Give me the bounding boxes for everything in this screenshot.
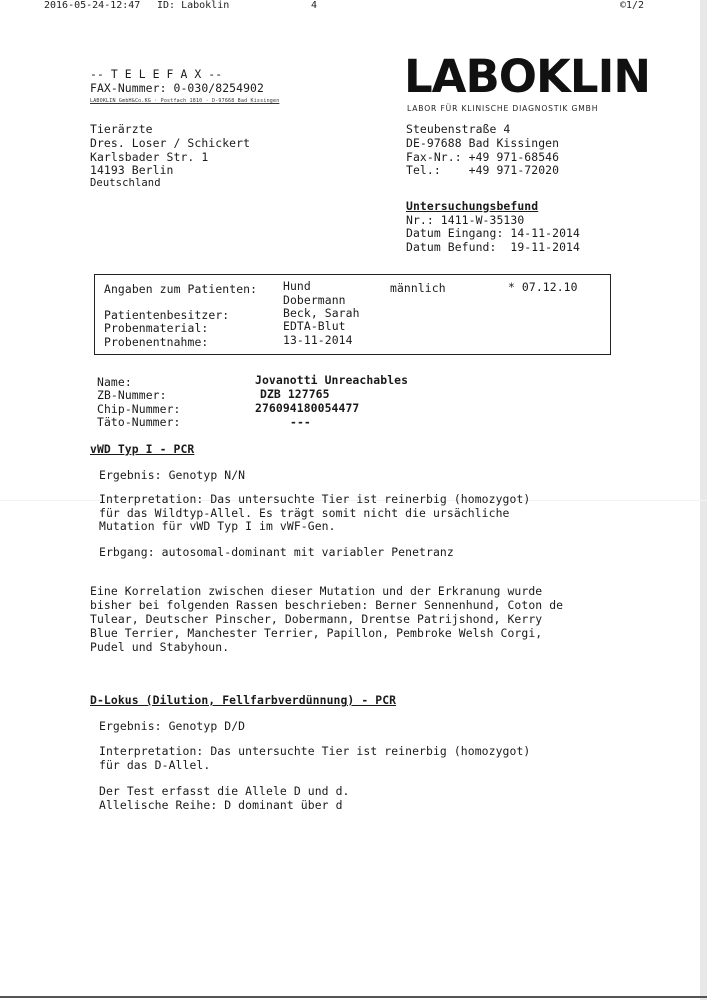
- vwd-interpretation-line: Interpretation: Das untersuchte Tier ist reinerbig (homozygot): [99, 492, 531, 506]
- report-date-result: Datum Befund: 19-11-2014: [406, 240, 580, 254]
- vwd-interpretation-line: für das Wildtyp-Allel. Es trägt somit nicht die ursächliche: [99, 506, 510, 520]
- sample-date-label: Probenentnahme:: [104, 335, 209, 349]
- report-number: Nr.: 1411-W-35130: [406, 213, 525, 227]
- sample-material-label: Probenmaterial:: [104, 321, 209, 335]
- telefax-title: -- T E L E F A X --: [90, 67, 223, 81]
- recipient-line: 14193 Berlin: [90, 163, 174, 177]
- vwd-correlation-line: Eine Korrelation zwischen dieser Mutation und der Erkranung wurde: [90, 584, 543, 598]
- patient-breed: Dobermann: [283, 293, 346, 307]
- vwd-heading: vWD Typ I - PCR: [90, 442, 195, 456]
- lab-address-line: DE-97688 Bad Kissingen: [406, 136, 560, 150]
- sender-line: LABOKLIN GmbH&Co.KG · Postfach 1810 · D-97668 Bad Kissingen: [90, 98, 280, 104]
- chip-number-value: 276094180054477: [255, 401, 360, 415]
- report-date-received: Datum Eingang: 14-11-2014: [406, 226, 580, 240]
- vwd-result: Ergebnis: Genotyp N/N: [99, 468, 246, 482]
- logo-subtitle: LABOR FÜR KLINISCHE DIAGNOSTIK GMBH: [407, 104, 599, 113]
- zb-number-label: ZB-Nummer:: [97, 388, 167, 402]
- lab-address-line: Tel.: +49 971-72020: [406, 163, 560, 177]
- fax-id: ID: Laboklin: [157, 0, 230, 11]
- lab-address-line: Steubenstraße 4: [406, 122, 511, 136]
- sample-date-value: 13-11-2014: [283, 333, 353, 347]
- recipient-line: Tierärzte: [90, 122, 153, 136]
- patient-birthdate: * 07.12.10: [508, 280, 578, 294]
- dlocus-result: Ergebnis: Genotyp D/D: [99, 719, 246, 733]
- fax-number: FAX-Nummer: 0-030/8254902: [90, 81, 264, 95]
- recipient-line: Karlsbader Str. 1: [90, 150, 209, 164]
- dlocus-test-line: Allelische Reihe: D dominant über d: [99, 798, 343, 812]
- chip-number-label: Chip-Nummer:: [97, 402, 181, 416]
- vwd-correlation-line: Blue Terrier, Manchester Terrier, Papillon, Pembroke Welsh Corgi,: [90, 626, 543, 640]
- zb-number-value: DZB 127765: [260, 387, 330, 401]
- dlocus-interpretation-line: für das D-Allel.: [99, 758, 211, 772]
- owner-label: Patientenbesitzer:: [104, 308, 230, 322]
- report-title: Untersuchungsbefund: [406, 199, 539, 213]
- patient-species: Hund: [283, 279, 311, 293]
- lab-address-line: Fax-Nr.: +49 971-68546: [406, 150, 560, 164]
- scan-bottom-edge: [0, 996, 707, 998]
- patient-sex: männlich: [390, 281, 446, 295]
- fax-page-total: ©1/2: [620, 0, 645, 11]
- tato-number-value: ---: [290, 415, 311, 429]
- tato-number-label: Täto-Nummer:: [97, 415, 181, 429]
- fax-timestamp: 2016-05-24-12:47: [44, 0, 141, 11]
- animal-name-value: Jovanotti Unreachables: [255, 373, 409, 387]
- animal-name-label: Name:: [97, 375, 132, 389]
- vwd-interpretation-line: Mutation für vWD Typ I im vWF-Gen.: [99, 519, 336, 533]
- vwd-inheritance: Erbgang: autosomal-dominant mit variabler Penetranz: [99, 545, 454, 559]
- owner-value: Beck, Sarah: [283, 306, 360, 320]
- sample-material-value: EDTA-Blut: [283, 319, 346, 333]
- recipient-line: Dres. Loser / Schickert: [90, 136, 251, 150]
- patient-label: Angaben zum Patienten:: [104, 282, 258, 296]
- fax-page-number: 4: [311, 0, 318, 11]
- dlocus-interpretation-line: Interpretation: Das untersuchte Tier ist reinerbig (homozygot): [99, 744, 531, 758]
- laboklin-logo: LABOKLIN: [404, 50, 651, 103]
- vwd-correlation-line: Pudel und Stabyhoun.: [90, 640, 230, 654]
- dlocus-test-line: Der Test erfasst die Allele D und d.: [99, 784, 350, 798]
- dlocus-heading: D-Lokus (Dilution, Fellfarbverdünnung) - PCR: [90, 693, 397, 707]
- recipient-line: Deutschland: [90, 177, 161, 189]
- vwd-correlation-line: Tulear, Deutscher Pinscher, Dobermann, Drentse Patrijshond, Kerry: [90, 612, 543, 626]
- vwd-correlation-line: bisher bei folgenden Rassen beschrieben: Berner Sennenhund, Coton de: [90, 598, 564, 612]
